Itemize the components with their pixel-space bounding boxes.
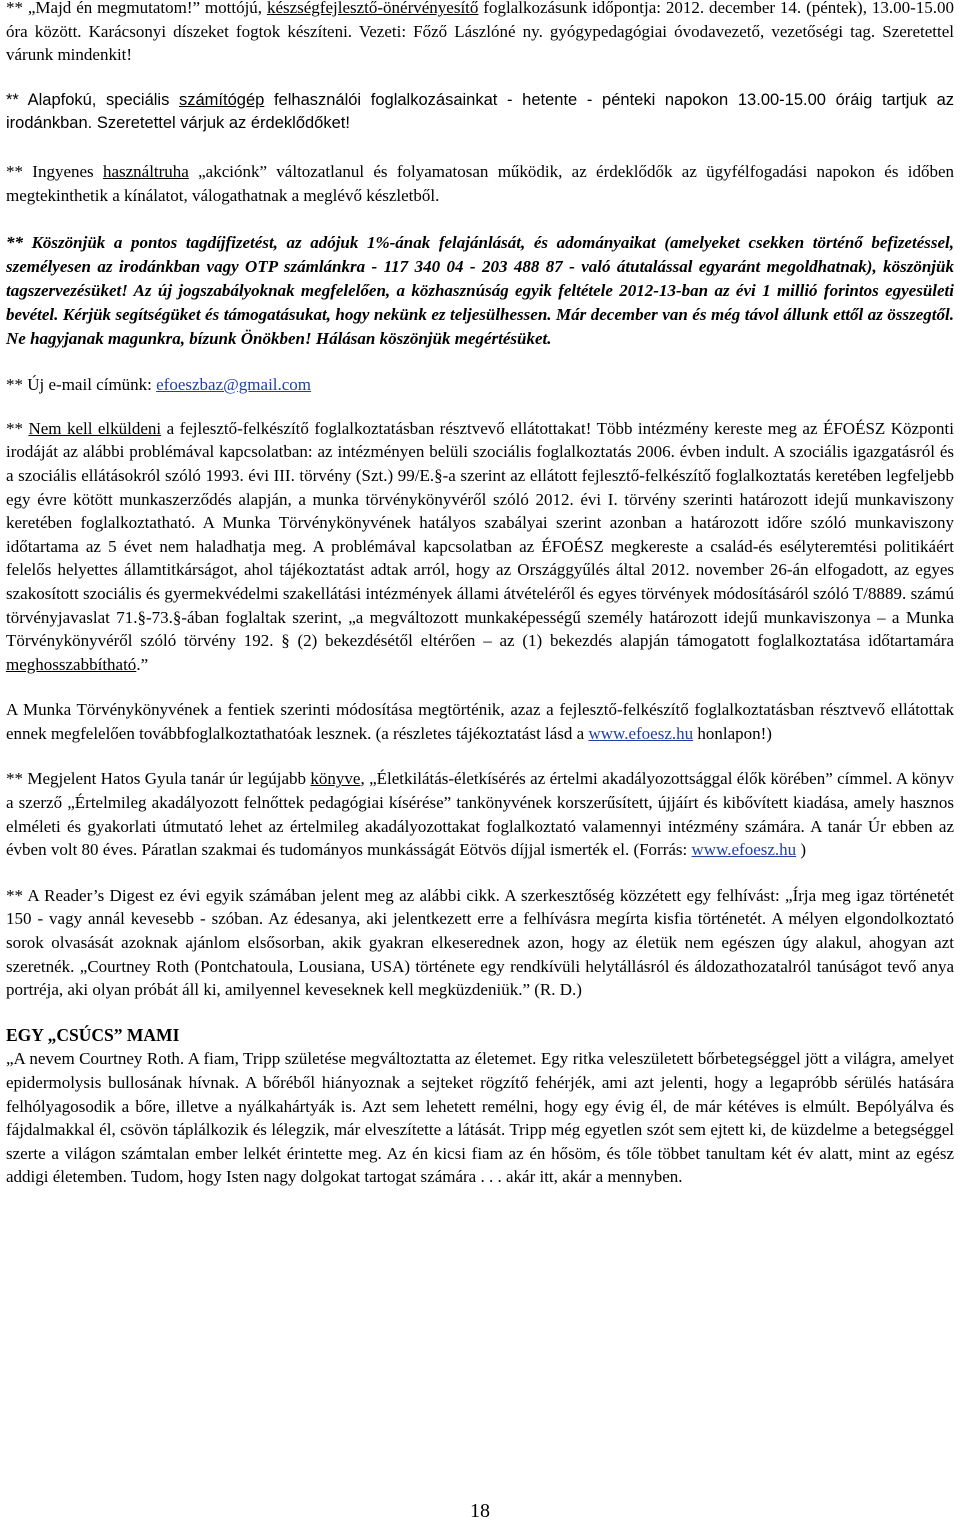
paragraph-book-release [6, 767, 954, 861]
paragraph-story: „A nevem Courtney Roth. A fiam, Tripp születése megváltoztatta az életemet. Egy ritka veleszületett bőrbetegséggel jött a világra, amelyet epidermolysis bullosának hívnak. A bőréből hiányoznak a sejteket rögzítő fehérjék, ami azt jelenti, hogy a legapróbb sérülés hatására felhólyagosodik a bőre, illetve a nyálkahártyák is. Azt sem lehetett remélni, hogy egy évig él, de már kétéves is elmúlt. Bepólyálva és fájdalmakkal él, csövön táplálkozik és lélegzik, már elveszítette a látását. Tripp még egyetlen szót sem ejtett ki, de küzdelme a betegséggel szerte a világon számtalan ember lelkét érintette meg. Az én kicsi fiam az én hősöm, és tőle többet tanultam két év alatt, mint az egész addigi életemben. Tudom, hogy Isten nagy dolgokat tartogat számára . . . akár itt, akár a mennyben. [6, 1049, 954, 1187]
labour-text-end: honlapon!) [693, 723, 772, 743]
computer-text-start: ** Alapfokú, speciális [6, 90, 179, 109]
paragraph-used-clothes [6, 160, 954, 207]
workshop-text-end: foglalkozásunk időpontja: 2012. december 14. (péntek), 13.00-15.00 óra között. Karácsonyi díszeket fogtok készíteni. Vezeti: Főző Lászlóné ny. gyógypedagógiai óvodavezető, vezetőségi tag. Szeretettel várunk mindenkit! [6, 0, 954, 65]
paragraph-computer-course [6, 89, 954, 136]
law-text-start: ** [6, 418, 29, 438]
extendable-link[interactable]: meghosszabbítható [6, 654, 137, 674]
book-text-start: ** Megjelent Hatos Gyula tanár úr legújabb [6, 769, 311, 789]
workshop-text-start: ** „Majd én megmutatom!” mottójú, [6, 0, 267, 17]
story-heading: EGY „CSÚCS” MAMI [6, 1024, 180, 1045]
no-dismissal-link[interactable]: Nem kell elküldeni [28, 418, 162, 438]
paragraph-membership-thanks: ** Köszönjük a pontos tagdíjfizetést, az adójuk 1%-ának felajánlását, és adományaikat (amelyeket csekken történő befizetéssel, személyesen az irodánkban vagy OTP számlánkra - 117 340 04 - 203 488 87 - való átutalással egyaránt megoldhatnak), köszönjük tagszervezésüket! Az új jogszabályoknak megfelelően, a közhasznúság egyik feltétele 2012-13-ban az évi 1 millió forintos egyesületi bevétel. Kérjük segítségüket és támogatásukat, hogy nekünk ez teljesülhessen. Már december van és még távol állunk ettől az összegtől. Ne hagyjanak magunkra, bízunk Önökben! Hálásan köszönjük megértésüket. [6, 233, 954, 349]
paragraph-workshop-announcement [6, 0, 954, 67]
law-text-end: .” [136, 654, 149, 674]
paragraph-employment-law [6, 417, 954, 677]
labour-text-start: A Munka Törvénykönyvének a fentiek szerinti módosítása megtörténik, azaz a fejlesztő-felkészítő foglalkoztatásban résztvevő ellátottak ennek megfelelően továbbfoglalkoztathatóak lesznek. (a részletes tájékoztatást lásd a [6, 700, 954, 743]
computer-text-end: felhasználói foglalkozásainkat - hetente - pénteki napokon 13.00-15.00 óráig tartjuk az irodánkban. Szeretettel várjuk az érdeklődőket! [6, 90, 954, 133]
source-website-link[interactable]: www.efoesz.hu [691, 840, 797, 860]
computer-link[interactable]: számítógép [179, 90, 265, 109]
law-text-body: a fejlesztő-felkészítő foglalkoztatásban résztvevő ellátottakat! Több intézmény kereste meg az ÉFOÉSZ Központi irodáját az alábbi problémával kapcsolatban: az intézményen belüli szociális foglalkoztatás 2006. évben indult. A szociális igazgatásról és a szociális ellátásokról szóló 1993. évi III. törvény (Szt.) 99/E.§-a szerint az ellátott fejlesztő-felkészítő foglalkoztatás keretében legfeljebb egy évre kötött munkaszerződés alapján, a munka törvénykönyvéről szóló 2012. évi I. törvény szerinti határozott idejű munkaviszony keretében foglalkoztatható. A Munka Törvénykönyvének hatályos szabályai szerint azonban a határozott időre szóló munkaviszony időtartama az 5 évet nem haladhatja meg. A problémával kapcsolatban az ÉFOÉSZ megkereste a család-és esélyteremtési politikáért felelős helyettes államtitkárságot, ahol tájékoztatást adtak arról, hogy az Országgyűlés által 2012. november 26-án elfogadott, az egyes szakosított szociális és gyermekvédelmi szakellátási intézmények állami átvételéről és egyes törvények módosításáról szóló T/8889. számú törvényjavaslat 71.§-73.§-ában foglaltak szerint, „a megváltozott munkaképességű személy határozott idejű munkaviszonya – a Munka Törvénykönyvéről szóló törvény 192. § (2) bekezdésétől eltérően – az (1) bekezdés alapján támogatott foglalkoztatása időtartamára [6, 418, 954, 651]
book-text-body: , „Életkilátás-életkísérés az értelmi akadályozottsággal élők körében” címmel. A könyv a szerző „Értelmileg akadályozott felnőttek pedagógiai kísérése” tankönyvének korszerűsített, újjáírt és kibővített kiadása, amely hasznos elméleti és gyakorlati útmutató lehet az értelmileg akadályozottakat foglalkoztató valamennyi intézmény számára. A tanár Úr ebben az évben volt 80 éves. Páratlan szakmai és tudományos munkásságát Eötvös díjjal ismerték el. (Forrás: [6, 769, 954, 860]
paragraph-email [6, 373, 954, 397]
workshop-skill-link[interactable]: készségfejlesztő-önérvényesítő [266, 0, 479, 17]
paragraph-labour-code [6, 698, 954, 745]
clothes-text-start: ** Ingyenes [6, 161, 103, 181]
page-number: 18 [470, 1500, 490, 1522]
paragraph-readers-digest: ** A Reader’s Digest ez évi egyik számában jelent meg az alábbi cikk. A szerkesztőség közzétett egy felhívást: „Írja meg igaz történetét 150 - vagy annál kevesebb - szóban. Az édesanya, aki jelentkezett erre a felhívásra megírta kisfia történetét. A mélyen elgondolkoztató sorok olvasását azoknak ajánlom elsősorban, akik gyakran elkeserednek azon, hogy az életük nem egészen úgy alakul, ahogyan azt szeretnék. „Courtney Roth (Pontchatoula, Lousiana, USA) története egy rendkívüli helytállásról és áldozathozatalról tanúságot tevő anya portréja, aki olyan próbát áll ki, amilyennel keveseknek kell megküzdeniük.” (R. D.) [6, 885, 954, 1000]
email-link[interactable]: efoeszbaz@gmail.com [156, 375, 312, 395]
clothes-text-end: „akciónk” változatlanul és folyamatosan működik, az érdeklődők az ügyfélfogadási napokon és időben megtekinthetik a kínálatot, válogathatnak a meglévő készletből. [6, 161, 954, 205]
efoesz-website-link[interactable]: www.efoesz.hu [588, 723, 694, 743]
email-label: ** Új e-mail címünk: [6, 375, 157, 395]
book-text-end: ) [796, 840, 807, 860]
used-clothes-link[interactable]: használtruha [102, 161, 189, 181]
book-link[interactable]: könyve [310, 769, 361, 789]
